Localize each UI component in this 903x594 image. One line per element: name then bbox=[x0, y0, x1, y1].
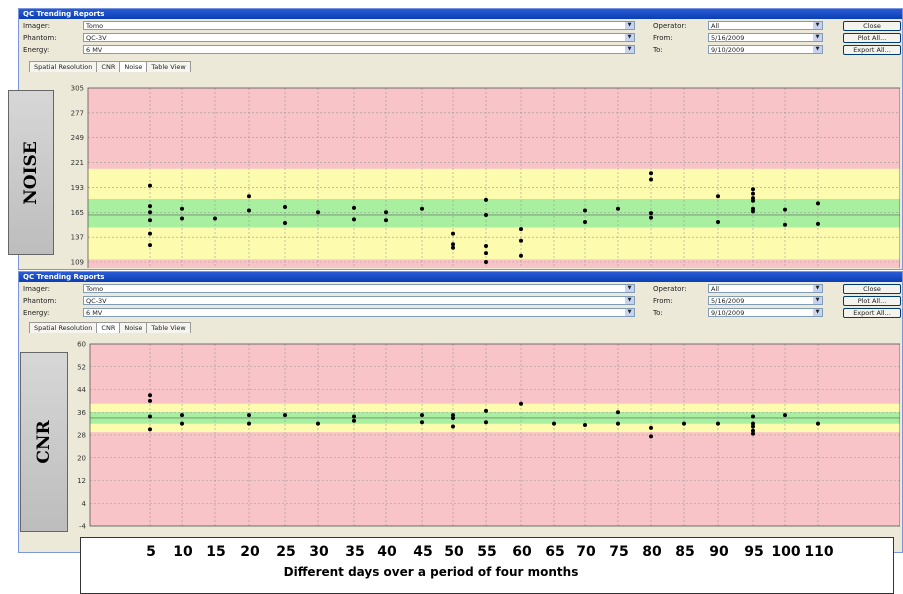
data-point bbox=[352, 217, 356, 221]
tab-bar bbox=[29, 61, 190, 71]
data-point bbox=[484, 198, 488, 202]
chevron-down-icon[interactable]: ▼ bbox=[813, 309, 822, 316]
data-point bbox=[649, 426, 653, 430]
operator-label: Operator: bbox=[653, 285, 687, 293]
noise-chart bbox=[66, 84, 900, 268]
data-point bbox=[148, 184, 152, 188]
y-tick-label: 60 bbox=[77, 340, 86, 349]
data-point bbox=[649, 211, 653, 215]
data-point bbox=[420, 413, 424, 417]
data-point bbox=[352, 419, 356, 423]
window-title: QC Trending Reports bbox=[19, 9, 902, 19]
data-point bbox=[180, 422, 184, 426]
data-point bbox=[451, 232, 455, 236]
chevron-down-icon[interactable]: ▼ bbox=[813, 297, 822, 304]
x-tick-label: 70 bbox=[576, 544, 596, 560]
x-tick-label: 55 bbox=[477, 544, 497, 560]
export-all-button[interactable]: Export All... bbox=[843, 45, 901, 55]
data-point bbox=[420, 207, 424, 211]
data-point bbox=[552, 422, 556, 426]
imager-label: Imager: bbox=[23, 285, 51, 293]
x-tick-label: 80 bbox=[642, 544, 662, 560]
from-date-select[interactable]: 5/16/2009 ▼ bbox=[708, 33, 823, 42]
tab-cnr[interactable]: CNR bbox=[96, 322, 120, 333]
x-tick-label: 40 bbox=[377, 544, 397, 560]
data-point bbox=[649, 216, 653, 220]
tab-table-view[interactable]: Table View bbox=[146, 322, 190, 333]
chevron-down-icon[interactable]: ▼ bbox=[813, 34, 822, 41]
y-tick-label: 36 bbox=[77, 408, 86, 417]
chevron-down-icon[interactable]: ▼ bbox=[625, 46, 634, 53]
data-point bbox=[783, 208, 787, 212]
data-point bbox=[180, 207, 184, 211]
data-point bbox=[816, 201, 820, 205]
from-date-select[interactable]: 5/16/2009 ▼ bbox=[708, 296, 823, 305]
x-axis-box bbox=[80, 537, 894, 594]
export-all-button[interactable]: Export All... bbox=[843, 308, 901, 318]
chevron-down-icon[interactable]: ▼ bbox=[625, 309, 634, 316]
data-point bbox=[484, 244, 488, 248]
data-point bbox=[751, 192, 755, 196]
x-tick-label: 5 bbox=[146, 544, 156, 560]
data-point bbox=[783, 413, 787, 417]
x-tick-label: 45 bbox=[413, 544, 433, 560]
chevron-down-icon[interactable]: ▼ bbox=[625, 22, 634, 29]
data-point bbox=[816, 222, 820, 226]
data-point bbox=[484, 260, 488, 264]
chevron-down-icon[interactable]: ▼ bbox=[813, 285, 822, 292]
data-point bbox=[751, 187, 755, 191]
operator-select[interactable]: All ▼ bbox=[708, 284, 823, 293]
tab-spatial-resolution[interactable]: Spatial Resolution bbox=[29, 61, 97, 72]
cnr-chart bbox=[66, 340, 900, 535]
close-button[interactable]: Close bbox=[843, 21, 901, 31]
data-point bbox=[616, 207, 620, 211]
data-point bbox=[682, 422, 686, 426]
yellow-band-low bbox=[90, 424, 900, 433]
energy-select[interactable]: 6 MV ▼ bbox=[83, 308, 635, 317]
noise-side-label: NOISE bbox=[8, 90, 54, 255]
data-point bbox=[247, 422, 251, 426]
data-point bbox=[148, 218, 152, 222]
x-axis bbox=[81, 538, 893, 593]
green-band bbox=[88, 199, 900, 227]
data-point bbox=[148, 415, 152, 419]
data-point bbox=[384, 218, 388, 222]
phantom-label: Phantom: bbox=[23, 34, 57, 42]
plot-all-button[interactable]: Plot All... bbox=[843, 296, 901, 306]
x-tick-label: 95 bbox=[744, 544, 764, 560]
y-tick-label: 52 bbox=[77, 363, 86, 372]
x-tick-label: 25 bbox=[276, 544, 296, 560]
data-point bbox=[316, 422, 320, 426]
x-tick-label: 90 bbox=[709, 544, 729, 560]
data-point bbox=[519, 402, 523, 406]
data-point bbox=[451, 416, 455, 420]
x-axis-title: Different days over a period of four months bbox=[283, 565, 579, 579]
x-tick-label: 30 bbox=[309, 544, 329, 560]
from-label: From: bbox=[653, 34, 673, 42]
data-point bbox=[649, 177, 653, 181]
to-date-select[interactable]: 9/10/2009 ▼ bbox=[708, 308, 823, 317]
data-point bbox=[484, 251, 488, 255]
data-point bbox=[583, 423, 587, 427]
data-point bbox=[519, 239, 523, 243]
phantom-select[interactable]: QC-3V ▼ bbox=[83, 296, 635, 305]
data-point bbox=[180, 413, 184, 417]
y-tick-label: -4 bbox=[79, 522, 86, 531]
y-tick-label: 165 bbox=[70, 208, 84, 217]
data-point bbox=[451, 246, 455, 250]
data-point bbox=[519, 254, 523, 258]
x-tick-label: 110 bbox=[804, 544, 834, 560]
data-point bbox=[783, 223, 787, 227]
close-button[interactable]: Close bbox=[843, 284, 901, 294]
data-point bbox=[751, 424, 755, 428]
y-tick-label: 28 bbox=[77, 431, 86, 440]
y-tick-label: 249 bbox=[70, 134, 84, 143]
data-point bbox=[751, 199, 755, 203]
data-point bbox=[484, 213, 488, 217]
tab-spatial-resolution[interactable]: Spatial Resolution bbox=[29, 322, 97, 333]
data-point bbox=[616, 410, 620, 414]
data-point bbox=[148, 399, 152, 403]
data-point bbox=[247, 209, 251, 213]
phantom-select[interactable]: QC-3V ▼ bbox=[83, 33, 635, 42]
to-date-select[interactable]: 9/10/2009 ▼ bbox=[708, 45, 823, 54]
data-point bbox=[283, 413, 287, 417]
data-point bbox=[649, 171, 653, 175]
data-point bbox=[616, 422, 620, 426]
y-tick-label: 4 bbox=[81, 499, 86, 508]
y-tick-label: 305 bbox=[70, 84, 84, 93]
energy-select[interactable]: 6 MV ▼ bbox=[83, 45, 635, 54]
yellow-band-low bbox=[88, 227, 900, 259]
x-tick-label: 20 bbox=[240, 544, 260, 560]
data-point bbox=[148, 204, 152, 208]
energy-label: Energy: bbox=[23, 309, 50, 317]
x-tick-label: 60 bbox=[512, 544, 532, 560]
operator-label: Operator: bbox=[653, 22, 687, 30]
from-label: From: bbox=[653, 297, 673, 305]
data-point bbox=[148, 393, 152, 397]
data-point bbox=[484, 409, 488, 413]
tab-table-view[interactable]: Table View bbox=[146, 61, 190, 72]
y-tick-label: 44 bbox=[77, 386, 86, 394]
data-point bbox=[148, 210, 152, 214]
data-point bbox=[180, 217, 184, 221]
x-tick-label: 85 bbox=[675, 544, 695, 560]
data-point bbox=[420, 420, 424, 424]
chevron-down-icon[interactable]: ▼ bbox=[625, 285, 634, 292]
y-tick-label: 20 bbox=[77, 454, 86, 463]
chevron-down-icon[interactable]: ▼ bbox=[813, 46, 822, 53]
yellow-band-high bbox=[88, 169, 900, 199]
x-tick-label: 65 bbox=[545, 544, 565, 560]
data-point bbox=[716, 422, 720, 426]
data-point bbox=[283, 221, 287, 225]
data-point bbox=[316, 210, 320, 214]
data-point bbox=[751, 415, 755, 419]
data-point bbox=[148, 243, 152, 247]
chevron-down-icon[interactable]: ▼ bbox=[625, 297, 634, 304]
y-tick-label: 277 bbox=[70, 109, 84, 118]
data-point bbox=[451, 242, 455, 246]
tab-noise[interactable]: Noise bbox=[119, 61, 147, 72]
data-point bbox=[148, 427, 152, 431]
chevron-down-icon[interactable]: ▼ bbox=[813, 22, 822, 29]
data-point bbox=[716, 220, 720, 224]
x-tick-label: 15 bbox=[206, 544, 226, 560]
data-point bbox=[148, 232, 152, 236]
plot-all-button[interactable]: Plot All... bbox=[843, 33, 901, 43]
data-point bbox=[352, 415, 356, 419]
data-point bbox=[247, 194, 251, 198]
x-tick-label: 10 bbox=[173, 544, 193, 560]
data-point bbox=[583, 220, 587, 224]
tab-cnr[interactable]: CNR bbox=[96, 61, 120, 72]
data-point bbox=[751, 209, 755, 213]
y-tick-label: 137 bbox=[70, 233, 84, 242]
data-point bbox=[716, 194, 720, 198]
to-label: To: bbox=[653, 309, 663, 317]
x-tick-label: 35 bbox=[345, 544, 365, 560]
x-tick-label: 100 bbox=[771, 544, 801, 560]
y-tick-label: 109 bbox=[70, 258, 84, 267]
data-point bbox=[751, 432, 755, 436]
data-point bbox=[484, 420, 488, 424]
x-tick-label: 50 bbox=[444, 544, 464, 560]
operator-select[interactable]: All ▼ bbox=[708, 21, 823, 30]
data-point bbox=[247, 413, 251, 417]
y-tick-label: 12 bbox=[77, 477, 86, 485]
data-point bbox=[283, 205, 287, 209]
data-point bbox=[352, 206, 356, 210]
data-point bbox=[583, 209, 587, 213]
x-tick-label: 75 bbox=[609, 544, 629, 560]
to-label: To: bbox=[653, 46, 663, 54]
chevron-down-icon[interactable]: ▼ bbox=[625, 34, 634, 41]
data-point bbox=[451, 424, 455, 428]
window-title: QC Trending Reports bbox=[19, 272, 902, 282]
data-point bbox=[384, 210, 388, 214]
y-tick-label: 193 bbox=[70, 183, 84, 192]
y-tick-label: 221 bbox=[70, 159, 84, 168]
tab-bar bbox=[29, 322, 190, 332]
imager-select[interactable]: Tomo ▼ bbox=[83, 21, 635, 30]
imager-label: Imager: bbox=[23, 22, 51, 30]
data-point bbox=[213, 217, 217, 221]
imager-select[interactable]: Tomo ▼ bbox=[83, 284, 635, 293]
tab-noise[interactable]: Noise bbox=[119, 322, 147, 333]
energy-label: Energy: bbox=[23, 46, 50, 54]
data-point bbox=[649, 434, 653, 438]
phantom-label: Phantom: bbox=[23, 297, 57, 305]
data-point bbox=[816, 422, 820, 426]
data-point bbox=[519, 227, 523, 231]
yellow-band-high bbox=[90, 404, 900, 413]
cnr-side-label: CNR bbox=[20, 352, 68, 532]
